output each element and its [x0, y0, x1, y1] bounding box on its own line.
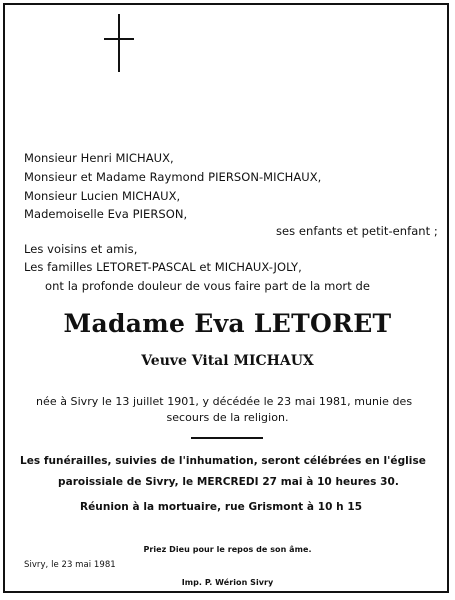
ceremony-line-1: Les funérailles, suivies de l'inhumation, seront célébrées en l'église — [20, 455, 426, 467]
separator-line — [191, 437, 263, 439]
prayer-text: Priez Dieu pour le repos de son âme. — [143, 545, 312, 554]
family-line-3: Monsieur Lucien MICHAUX, — [24, 189, 181, 203]
cross-icon — [118, 14, 120, 72]
family-line-5: ses enfants et petit-enfant ; — [276, 224, 438, 238]
family-line-1: Monsieur Henri MICHAUX, — [24, 151, 174, 165]
deceased-name: Madame Eva LETORET — [63, 309, 392, 338]
ceremony-line-3: Réunion à la mortuaire, rue Grismont à 10 h 15 — [80, 501, 363, 513]
family-line-7: Les familles LETORET-PASCAL et MICHAUX-JOLY, — [24, 260, 302, 274]
family-line-8: ont la profonde douleur de vous faire part de la mort de — [45, 279, 370, 293]
details-line-2: secours de la religion. — [166, 411, 289, 424]
printer-credit: Imp. P. Wérion Sivry — [181, 578, 274, 587]
deceased-title: Veuve Vital MICHAUX — [141, 353, 314, 369]
place-date: Sivry, le 23 mai 1981 — [24, 560, 116, 570]
family-line-2: Monsieur et Madame Raymond PIERSON-MICHAUX, — [24, 170, 322, 184]
family-line-6: Les voisins et amis, — [24, 242, 138, 256]
cross-icon-bar — [104, 38, 134, 40]
family-line-4: Mademoiselle Eva PIERSON, — [24, 207, 188, 221]
ceremony-line-2: paroissiale de Sivry, le MERCREDI 27 mai à 10 heures 30. — [58, 476, 399, 488]
details-line-1: née à Sivry le 13 juillet 1901, y décédée le 23 mai 1981, munie des — [36, 395, 413, 408]
